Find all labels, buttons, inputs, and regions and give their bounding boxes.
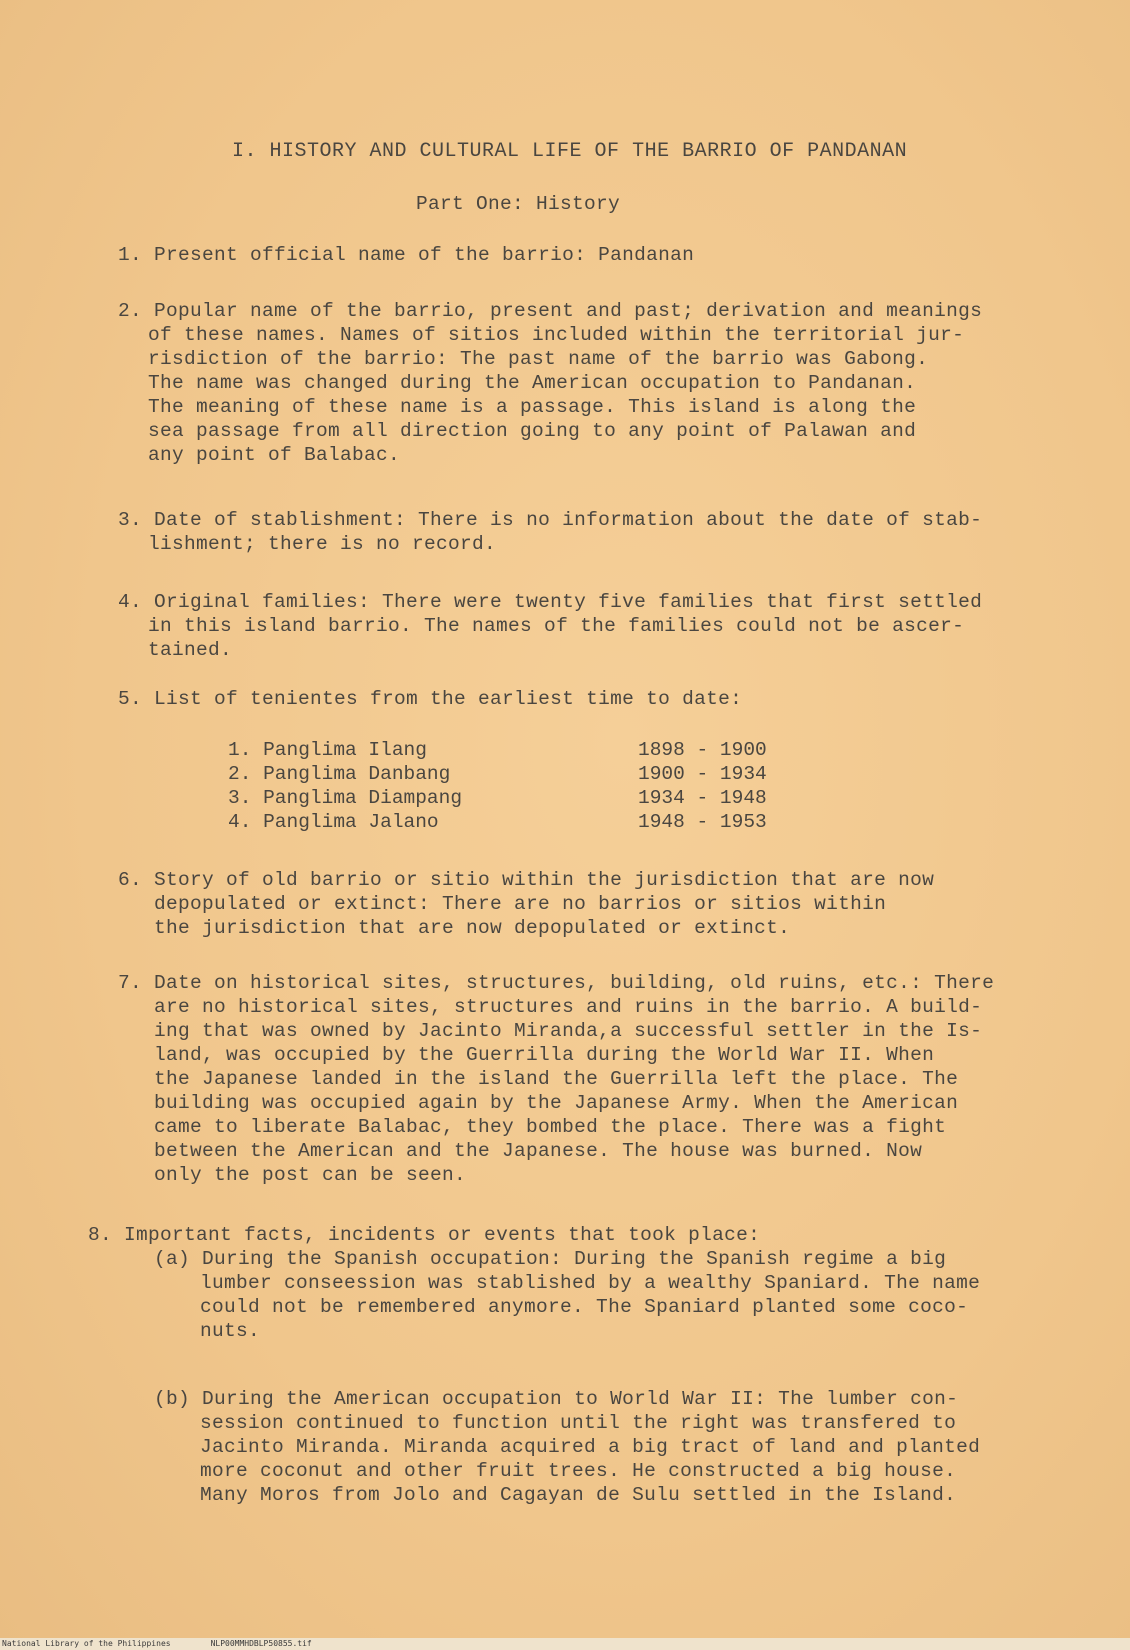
item-8b-line: (b) During the American occupation to World War II: The lumber con- (154, 1388, 959, 1410)
teniente-name: 3. Panglima Diampang (228, 787, 463, 809)
teniente-years: 1948 - 1953 (638, 811, 767, 833)
item-2-line: risdiction of the barrio: The past name of the barrio was Gabong. (148, 348, 929, 370)
teniente-name: 4. Panglima Jalano (228, 811, 439, 833)
teniente-years: 1898 - 1900 (638, 739, 767, 761)
item-4-line: tained. (148, 639, 233, 661)
item-7-line: ing that was owned by Jacinto Miranda,a successful settler in the Is- (154, 1020, 983, 1042)
scan-footer (0, 1638, 1130, 1650)
item-6-line: depopulated or extinct: There are no barrios or sitios within (154, 893, 887, 915)
item-8b-line: more coconut and other fruit trees. He constructed a big house. (200, 1460, 957, 1482)
item-6-line: the jurisdiction that are now depopulated or extinct. (154, 917, 791, 939)
item-2-line: any point of Balabac. (148, 444, 401, 466)
item-3-line: 3. Date of stablishment: There is no information about the date of stab- (118, 509, 983, 531)
item-2-line: The name was changed during the American occupation to Pandanan. (148, 372, 917, 394)
page-title: I. HISTORY AND CULTURAL LIFE OF THE BARRIO OF PANDANAN (232, 140, 908, 163)
footer-filename: NLP00MMHDBLP50855.tif (210, 1639, 312, 1648)
teniente-years: 1900 - 1934 (638, 763, 767, 785)
item-4-line: in this island barrio. The names of the families could not be ascer- (148, 615, 965, 637)
item-2-line: of these names. Names of sitios included within the territorial jur- (148, 324, 965, 346)
item-7-line: land, was occupied by the Guerrilla during the World War II. When (154, 1044, 935, 1066)
item-8a-line: nuts. (200, 1320, 261, 1342)
item-6-line: 6. Story of old barrio or sitio within the jurisdiction that are now (118, 869, 935, 891)
table-row (228, 738, 788, 762)
footer-library: National Library of the Philippines (2, 1639, 171, 1648)
item-5-heading: 5. List of tenientes from the earliest time to date: (118, 688, 743, 710)
tenientes-table (228, 738, 788, 834)
item-2-line: sea passage from all direction going to any point of Palawan and (148, 420, 917, 442)
item-4-line: 4. Original families: There were twenty five families that first settled (118, 591, 983, 613)
item-7-line: came to liberate Balabac, they bombed the place. There was a fight (154, 1116, 947, 1138)
item-7-line: 7. Date on historical sites, structures, building, old ruins, etc.: There (118, 972, 995, 994)
table-row (228, 786, 788, 810)
item-8b-line: Many Moros from Jolo and Cagayan de Sulu settled in the Island. (200, 1484, 957, 1506)
item-7-line: building was occupied again by the Japanese Army. When the American (154, 1092, 959, 1114)
item-7-line: are no historical sites, structures and ruins in the barrio. A build- (154, 996, 983, 1018)
teniente-years: 1934 - 1948 (638, 787, 767, 809)
item-3-line: lishment; there is no record. (148, 533, 497, 555)
item-8a-line: could not be remembered anymore. The Spaniard planted some coco- (200, 1296, 969, 1318)
table-row (228, 810, 788, 834)
teniente-name: 2. Panglima Danbang (228, 763, 451, 785)
item-7-line: only the post can be seen. (154, 1164, 467, 1186)
part-heading: Part One: History (416, 193, 621, 215)
item-8b-line: Jacinto Miranda. Miranda acquired a big tract of land and planted (200, 1436, 981, 1458)
item-8a-line: lumber conseession was stablished by a wealthy Spaniard. The name (200, 1272, 981, 1294)
item-2-line: The meaning of these name is a passage. This island is along the (148, 396, 917, 418)
item-8-heading: 8. Important facts, incidents or events that took place: (88, 1224, 761, 1246)
item-7-line: between the American and the Japanese. The house was burned. Now (154, 1140, 923, 1162)
item-2-line: 2. Popular name of the barrio, present and past; derivation and meanings (118, 300, 983, 322)
item-8b-line: session continued to function until the right was transfered to (200, 1412, 957, 1434)
item-7-line: the Japanese landed in the island the Guerrilla left the place. The (154, 1068, 959, 1090)
item-8a-line: (a) During the Spanish occupation: During the Spanish regime a big (154, 1248, 947, 1270)
teniente-name: 1. Panglima Ilang (228, 739, 427, 761)
item-1-text: 1. Present official name of the barrio: Pandanan (118, 244, 695, 266)
table-row (228, 762, 788, 786)
